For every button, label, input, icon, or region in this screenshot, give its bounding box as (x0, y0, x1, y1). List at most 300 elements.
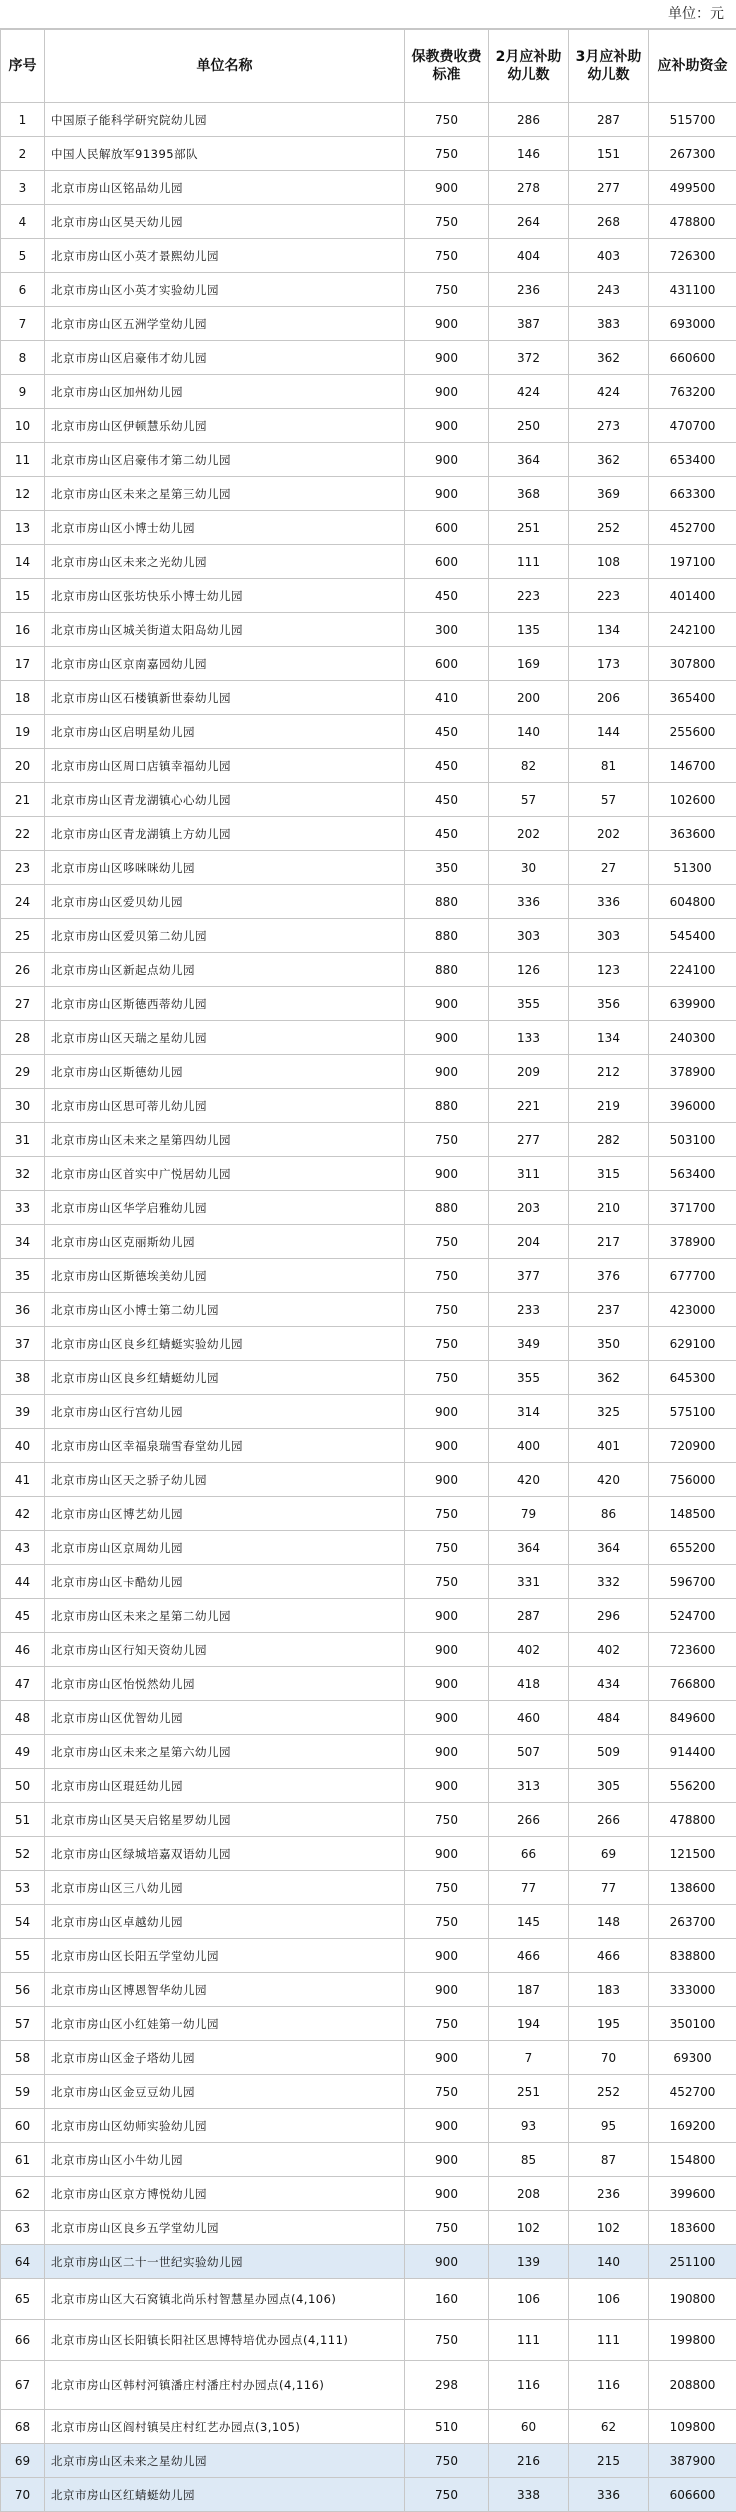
cell-mar: 134 (569, 613, 649, 647)
cell-feb: 287 (489, 1599, 569, 1633)
cell-standard: 600 (405, 545, 489, 579)
cell-seq: 28 (1, 1021, 45, 1055)
cell-mar: 106 (569, 2279, 649, 2320)
cell-name: 北京市房山区青龙湖镇上方幼儿园 (45, 817, 405, 851)
table-row (1, 817, 736, 851)
cell-seq: 22 (1, 817, 45, 851)
table-row (1, 2361, 736, 2410)
header-amount: 应补助资金 (649, 30, 736, 103)
cell-feb: 79 (489, 1497, 569, 1531)
cell-feb: 251 (489, 2075, 569, 2109)
cell-amount: 169200 (649, 2109, 736, 2143)
cell-feb: 311 (489, 1157, 569, 1191)
table-row (1, 715, 736, 749)
table-row (1, 1871, 736, 1905)
cell-feb: 377 (489, 1259, 569, 1293)
cell-name: 北京市房山区小博士第二幼儿园 (45, 1293, 405, 1327)
cell-amount: 224100 (649, 953, 736, 987)
cell-mar: 183 (569, 1973, 649, 2007)
cell-amount: 645300 (649, 1361, 736, 1395)
cell-feb: 187 (489, 1973, 569, 2007)
header-standard: 保教费收费标准 (405, 30, 489, 103)
cell-feb: 266 (489, 1803, 569, 1837)
cell-seq: 33 (1, 1191, 45, 1225)
cell-feb: 314 (489, 1395, 569, 1429)
cell-mar: 195 (569, 2007, 649, 2041)
cell-seq: 10 (1, 409, 45, 443)
cell-mar: 369 (569, 477, 649, 511)
cell-amount: 240300 (649, 1021, 736, 1055)
cell-mar: 62 (569, 2410, 649, 2444)
cell-feb: 169 (489, 647, 569, 681)
cell-feb: 233 (489, 1293, 569, 1327)
cell-feb: 60 (489, 2410, 569, 2444)
cell-mar: 57 (569, 783, 649, 817)
cell-standard: 750 (405, 273, 489, 307)
cell-seq: 26 (1, 953, 45, 987)
table-row (1, 2245, 736, 2279)
cell-seq: 58 (1, 2041, 45, 2075)
cell-standard: 900 (405, 2245, 489, 2279)
cell-mar: 376 (569, 1259, 649, 1293)
cell-standard: 350 (405, 851, 489, 885)
table-row (1, 1123, 736, 1157)
cell-mar: 350 (569, 1327, 649, 1361)
cell-amount: 371700 (649, 1191, 736, 1225)
table-row (1, 2320, 736, 2361)
cell-amount: 604800 (649, 885, 736, 919)
cell-standard: 900 (405, 2143, 489, 2177)
cell-standard: 750 (405, 1293, 489, 1327)
cell-mar: 305 (569, 1769, 649, 1803)
cell-amount: 838800 (649, 1939, 736, 1973)
cell-seq: 59 (1, 2075, 45, 2109)
cell-name: 北京市房山区斯德幼儿园 (45, 1055, 405, 1089)
cell-feb: 466 (489, 1939, 569, 1973)
cell-amount: 653400 (649, 443, 736, 477)
cell-feb: 208 (489, 2177, 569, 2211)
cell-name: 北京市房山区金豆豆幼儿园 (45, 2075, 405, 2109)
cell-name: 北京市房山区城关街道太阳岛幼儿园 (45, 613, 405, 647)
cell-feb: 418 (489, 1667, 569, 1701)
cell-mar: 325 (569, 1395, 649, 1429)
cell-standard: 900 (405, 2177, 489, 2211)
cell-mar: 287 (569, 103, 649, 137)
cell-name: 北京市房山区克丽斯幼儿园 (45, 1225, 405, 1259)
cell-mar: 336 (569, 2478, 649, 2512)
table-row (1, 1361, 736, 1395)
cell-mar: 282 (569, 1123, 649, 1157)
cell-standard: 450 (405, 783, 489, 817)
cell-amount: 639900 (649, 987, 736, 1021)
cell-seq: 5 (1, 239, 45, 273)
cell-name: 北京市房山区昊天启铭星罗幼儿园 (45, 1803, 405, 1837)
cell-amount: 263700 (649, 1905, 736, 1939)
table-row (1, 1667, 736, 1701)
cell-name: 北京市房山区未来之光幼儿园 (45, 545, 405, 579)
cell-name: 北京市房山区未来之星第六幼儿园 (45, 1735, 405, 1769)
cell-name: 北京市房山区斯德西蒂幼儿园 (45, 987, 405, 1021)
table-row (1, 545, 736, 579)
cell-feb: 194 (489, 2007, 569, 2041)
cell-name: 中国人民解放军91395部队 (45, 137, 405, 171)
cell-feb: 126 (489, 953, 569, 987)
cell-seq: 45 (1, 1599, 45, 1633)
cell-name: 北京市房山区京南嘉园幼儿园 (45, 647, 405, 681)
table-row (1, 2177, 736, 2211)
cell-name: 北京市房山区小英才景熙幼儿园 (45, 239, 405, 273)
table-row (1, 2279, 736, 2320)
cell-seq: 7 (1, 307, 45, 341)
cell-name: 北京市房山区大石窝镇北尚乐村智慧星办园点(4,106) (45, 2279, 405, 2320)
cell-name: 北京市房山区阎村镇吴庄村红艺办园点(3,105) (45, 2410, 405, 2444)
table-row (1, 1429, 736, 1463)
cell-seq: 36 (1, 1293, 45, 1327)
cell-amount: 307800 (649, 647, 736, 681)
cell-feb: 221 (489, 1089, 569, 1123)
cell-mar: 296 (569, 1599, 649, 1633)
table-row (1, 1395, 736, 1429)
header-name: 单位名称 (45, 30, 405, 103)
table-row (1, 205, 736, 239)
cell-feb: 364 (489, 1531, 569, 1565)
cell-mar: 134 (569, 1021, 649, 1055)
cell-amount: 545400 (649, 919, 736, 953)
cell-seq: 40 (1, 1429, 45, 1463)
cell-standard: 298 (405, 2361, 489, 2410)
cell-seq: 27 (1, 987, 45, 1021)
cell-seq: 14 (1, 545, 45, 579)
cell-standard: 750 (405, 1497, 489, 1531)
cell-mar: 237 (569, 1293, 649, 1327)
table-row (1, 1701, 736, 1735)
cell-mar: 102 (569, 2211, 649, 2245)
cell-standard: 900 (405, 1973, 489, 2007)
cell-feb: 278 (489, 171, 569, 205)
cell-feb: 336 (489, 885, 569, 919)
cell-feb: 355 (489, 1361, 569, 1395)
table-row (1, 1293, 736, 1327)
cell-name: 北京市房山区博恩智华幼儿园 (45, 1973, 405, 2007)
cell-standard: 900 (405, 1429, 489, 1463)
cell-seq: 64 (1, 2245, 45, 2279)
cell-standard: 450 (405, 715, 489, 749)
table-row (1, 2007, 736, 2041)
cell-mar: 206 (569, 681, 649, 715)
cell-standard: 750 (405, 1905, 489, 1939)
table-row (1, 239, 736, 273)
cell-name: 北京市房山区五洲学堂幼儿园 (45, 307, 405, 341)
cell-mar: 362 (569, 1361, 649, 1395)
cell-seq: 31 (1, 1123, 45, 1157)
cell-name: 北京市房山区未来之星第四幼儿园 (45, 1123, 405, 1157)
cell-name: 北京市房山区红蜻蜓幼儿园 (45, 2478, 405, 2512)
cell-amount: 452700 (649, 2075, 736, 2109)
table-row (1, 1327, 736, 1361)
cell-feb: 424 (489, 375, 569, 409)
header-seq: 序号 (1, 30, 45, 103)
cell-standard: 750 (405, 1327, 489, 1361)
cell-standard: 880 (405, 953, 489, 987)
cell-amount: 378900 (649, 1225, 736, 1259)
cell-standard: 750 (405, 205, 489, 239)
cell-name: 北京市房山区华学启雅幼儿园 (45, 1191, 405, 1225)
table-row (1, 579, 736, 613)
cell-feb: 355 (489, 987, 569, 1021)
cell-feb: 202 (489, 817, 569, 851)
cell-mar: 140 (569, 2245, 649, 2279)
cell-seq: 19 (1, 715, 45, 749)
cell-amount: 606600 (649, 2478, 736, 2512)
table-row (1, 749, 736, 783)
cell-amount: 148500 (649, 1497, 736, 1531)
cell-amount: 575100 (649, 1395, 736, 1429)
cell-amount: 849600 (649, 1701, 736, 1735)
cell-standard: 900 (405, 1837, 489, 1871)
cell-amount: 756000 (649, 1463, 736, 1497)
cell-amount: 524700 (649, 1599, 736, 1633)
cell-mar: 219 (569, 1089, 649, 1123)
cell-amount: 431100 (649, 273, 736, 307)
cell-name: 北京市房山区小红娃第一幼儿园 (45, 2007, 405, 2041)
cell-seq: 51 (1, 1803, 45, 1837)
cell-mar: 303 (569, 919, 649, 953)
cell-name: 北京市房山区未来之星第二幼儿园 (45, 1599, 405, 1633)
cell-seq: 42 (1, 1497, 45, 1531)
cell-standard: 750 (405, 1123, 489, 1157)
table-row (1, 1599, 736, 1633)
cell-amount: 378900 (649, 1055, 736, 1089)
cell-mar: 108 (569, 545, 649, 579)
unit-label: 单位：元 (0, 0, 736, 29)
cell-standard: 900 (405, 1701, 489, 1735)
cell-mar: 87 (569, 2143, 649, 2177)
cell-mar: 466 (569, 1939, 649, 1973)
cell-seq: 44 (1, 1565, 45, 1599)
table-row (1, 613, 736, 647)
cell-mar: 252 (569, 2075, 649, 2109)
cell-seq: 11 (1, 443, 45, 477)
cell-name: 北京市房山区怡悦然幼儿园 (45, 1667, 405, 1701)
cell-name: 北京市房山区昊天幼儿园 (45, 205, 405, 239)
table-row (1, 1259, 736, 1293)
table-row (1, 1633, 736, 1667)
cell-amount: 423000 (649, 1293, 736, 1327)
cell-amount: 677700 (649, 1259, 736, 1293)
cell-standard: 900 (405, 1939, 489, 1973)
table-row (1, 1837, 736, 1871)
cell-seq: 30 (1, 1089, 45, 1123)
cell-seq: 9 (1, 375, 45, 409)
cell-seq: 25 (1, 919, 45, 953)
cell-mar: 403 (569, 239, 649, 273)
cell-amount: 267300 (649, 137, 736, 171)
cell-seq: 56 (1, 1973, 45, 2007)
cell-name: 北京市房山区良乡红蜻蜓幼儿园 (45, 1361, 405, 1395)
cell-seq: 57 (1, 2007, 45, 2041)
cell-name: 北京市房山区启豪伟才幼儿园 (45, 341, 405, 375)
cell-seq: 3 (1, 171, 45, 205)
cell-name: 北京市房山区幼师实验幼儿园 (45, 2109, 405, 2143)
cell-amount: 726300 (649, 239, 736, 273)
cell-mar: 268 (569, 205, 649, 239)
table-row (1, 1531, 736, 1565)
cell-feb: 7 (489, 2041, 569, 2075)
cell-seq: 52 (1, 1837, 45, 1871)
cell-mar: 215 (569, 2444, 649, 2478)
cell-seq: 62 (1, 2177, 45, 2211)
cell-name: 北京市房山区石楼镇新世泰幼儿园 (45, 681, 405, 715)
cell-standard: 750 (405, 103, 489, 137)
cell-name: 北京市房山区二十一世纪实验幼儿园 (45, 2245, 405, 2279)
cell-feb: 133 (489, 1021, 569, 1055)
cell-seq: 35 (1, 1259, 45, 1293)
cell-seq: 12 (1, 477, 45, 511)
cell-mar: 434 (569, 1667, 649, 1701)
cell-mar: 86 (569, 1497, 649, 1531)
cell-name: 北京市房山区启明星幼儿园 (45, 715, 405, 749)
cell-feb: 106 (489, 2279, 569, 2320)
cell-amount: 556200 (649, 1769, 736, 1803)
cell-name: 北京市房山区加州幼儿园 (45, 375, 405, 409)
table-row (1, 1089, 736, 1123)
cell-name: 北京市房山区周口店镇幸福幼儿园 (45, 749, 405, 783)
table-row (1, 851, 736, 885)
cell-standard: 450 (405, 579, 489, 613)
cell-standard: 300 (405, 613, 489, 647)
cell-name: 北京市房山区优智幼儿园 (45, 1701, 405, 1735)
cell-seq: 68 (1, 2410, 45, 2444)
cell-amount: 251100 (649, 2245, 736, 2279)
cell-seq: 55 (1, 1939, 45, 1973)
cell-name: 北京市房山区良乡五学堂幼儿园 (45, 2211, 405, 2245)
cell-mar: 111 (569, 2320, 649, 2361)
cell-amount: 478800 (649, 205, 736, 239)
subsidy-table (0, 29, 736, 2512)
cell-seq: 69 (1, 2444, 45, 2478)
cell-amount: 350100 (649, 2007, 736, 2041)
table-row (1, 681, 736, 715)
cell-mar: 336 (569, 885, 649, 919)
cell-feb: 200 (489, 681, 569, 715)
cell-feb: 146 (489, 137, 569, 171)
cell-seq: 65 (1, 2279, 45, 2320)
cell-feb: 331 (489, 1565, 569, 1599)
cell-name: 北京市房山区琨廷幼儿园 (45, 1769, 405, 1803)
table-row (1, 1565, 736, 1599)
cell-standard: 900 (405, 1463, 489, 1497)
cell-name: 北京市房山区天之骄子幼儿园 (45, 1463, 405, 1497)
cell-amount: 183600 (649, 2211, 736, 2245)
cell-name: 北京市房山区行知天资幼儿园 (45, 1633, 405, 1667)
cell-feb: 140 (489, 715, 569, 749)
cell-amount: 396000 (649, 1089, 736, 1123)
cell-feb: 77 (489, 1871, 569, 1905)
table-row (1, 443, 736, 477)
cell-feb: 364 (489, 443, 569, 477)
cell-standard: 750 (405, 1871, 489, 1905)
cell-name: 北京市房山区博艺幼儿园 (45, 1497, 405, 1531)
table-row (1, 2478, 736, 2512)
cell-feb: 250 (489, 409, 569, 443)
table-row (1, 1021, 736, 1055)
table-row (1, 103, 736, 137)
cell-feb: 303 (489, 919, 569, 953)
cell-mar: 243 (569, 273, 649, 307)
cell-standard: 750 (405, 1225, 489, 1259)
cell-seq: 67 (1, 2361, 45, 2410)
cell-seq: 16 (1, 613, 45, 647)
cell-feb: 223 (489, 579, 569, 613)
cell-feb: 216 (489, 2444, 569, 2478)
cell-feb: 420 (489, 1463, 569, 1497)
table-body (1, 103, 736, 2512)
cell-standard: 900 (405, 987, 489, 1021)
cell-standard: 600 (405, 647, 489, 681)
cell-standard: 900 (405, 1395, 489, 1429)
cell-standard: 900 (405, 1599, 489, 1633)
cell-mar: 144 (569, 715, 649, 749)
cell-amount: 470700 (649, 409, 736, 443)
cell-amount: 693000 (649, 307, 736, 341)
cell-amount: 102600 (649, 783, 736, 817)
table-row (1, 273, 736, 307)
cell-mar: 383 (569, 307, 649, 341)
table-row (1, 1905, 736, 1939)
table-row (1, 919, 736, 953)
cell-amount: 663300 (649, 477, 736, 511)
cell-mar: 401 (569, 1429, 649, 1463)
cell-seq: 38 (1, 1361, 45, 1395)
cell-seq: 39 (1, 1395, 45, 1429)
cell-mar: 362 (569, 443, 649, 477)
cell-seq: 60 (1, 2109, 45, 2143)
cell-mar: 509 (569, 1735, 649, 1769)
cell-feb: 85 (489, 2143, 569, 2177)
cell-feb: 349 (489, 1327, 569, 1361)
cell-standard: 900 (405, 1769, 489, 1803)
cell-mar: 223 (569, 579, 649, 613)
cell-amount: 503100 (649, 1123, 736, 1157)
cell-standard: 750 (405, 1259, 489, 1293)
cell-feb: 203 (489, 1191, 569, 1225)
cell-seq: 46 (1, 1633, 45, 1667)
cell-mar: 332 (569, 1565, 649, 1599)
cell-mar: 212 (569, 1055, 649, 1089)
cell-seq: 61 (1, 2143, 45, 2177)
table-row (1, 1769, 736, 1803)
cell-name: 北京市房山区绿城培嘉双语幼儿园 (45, 1837, 405, 1871)
cell-feb: 400 (489, 1429, 569, 1463)
cell-name: 北京市房山区京周幼儿园 (45, 1531, 405, 1565)
table-row (1, 1803, 736, 1837)
cell-name: 北京市房山区三八幼儿园 (45, 1871, 405, 1905)
cell-seq: 8 (1, 341, 45, 375)
table-row (1, 1497, 736, 1531)
table-row (1, 1225, 736, 1259)
cell-standard: 750 (405, 1803, 489, 1837)
cell-seq: 48 (1, 1701, 45, 1735)
cell-feb: 286 (489, 103, 569, 137)
cell-feb: 387 (489, 307, 569, 341)
cell-amount: 914400 (649, 1735, 736, 1769)
cell-name: 北京市房山区天瑞之星幼儿园 (45, 1021, 405, 1055)
table-row (1, 987, 736, 1021)
cell-amount: 720900 (649, 1429, 736, 1463)
table-row (1, 953, 736, 987)
cell-name: 北京市房山区斯德埃美幼儿园 (45, 1259, 405, 1293)
cell-mar: 266 (569, 1803, 649, 1837)
